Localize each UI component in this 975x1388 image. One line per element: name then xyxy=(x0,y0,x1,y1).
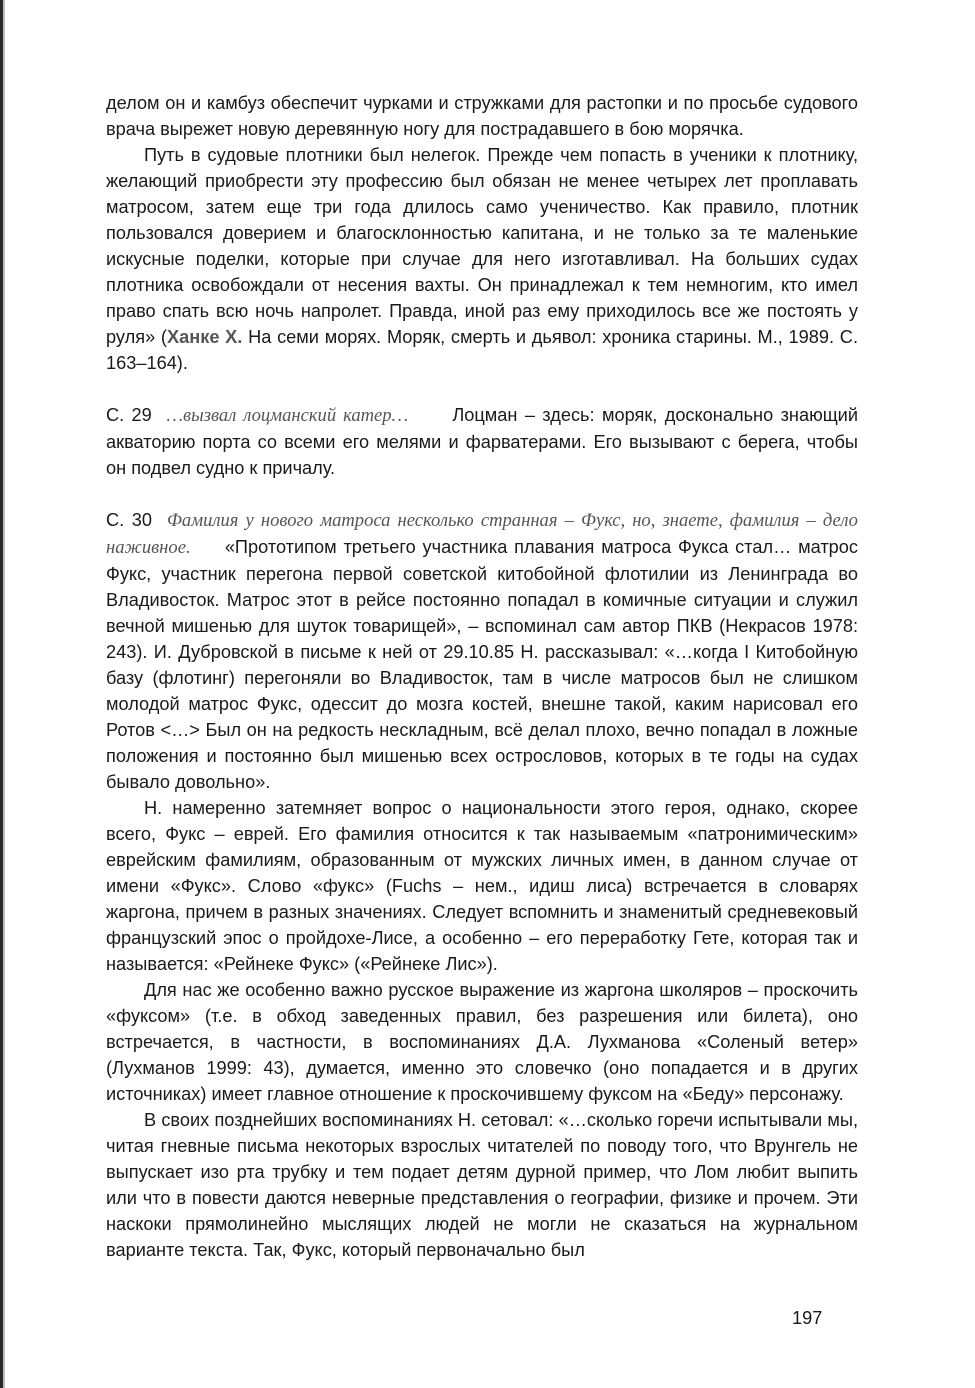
note-lemma: Фамилия у нового матроса несколько странная – Фукс, но, знаете, фамилия – дело наживное. xyxy=(106,510,858,558)
section-gap xyxy=(106,376,858,402)
note-page-ref: С. 29 xyxy=(106,405,152,425)
section-gap xyxy=(106,481,858,507)
paragraph-fuchs-slang: Для нас же особенно важно русское выражение из жаргона школяров – проскочить «фуксом» (т.е. в обход заведенных правил, без разрешения или билета), оно встречается, в частности, в воспоминаниях Д.А. Лухманова «Соленый ветер» (Лухманов 1999: 43), думается, именно это словечко (оно попадается и в других источниках) имеет главное отношение к проскочившему фуксом на «Беду» персонажу. xyxy=(106,980,858,1104)
paragraph-continuation: делом он и камбуз обеспечит чурками и стружками для растопки и по просьбе судового врача вырежет новую деревянную ногу для пострадавшего в бою морячка. xyxy=(106,93,858,139)
page-body xyxy=(106,90,858,1263)
note-page-30 xyxy=(106,507,858,795)
note-page-29 xyxy=(106,402,858,481)
paragraph-fuchs-nationality: Н. намеренно затемняет вопрос о национальности этого героя, однако, скорее всего, Фукс – еврей. Его фамилия относится к так называемым «патронимическим» еврейским фамилиям, образованным от мужских личных имен, в данном случае от имени «Фукс». Слово «фукс» (Fuchs – нем., идиш лиса) встречается в словарях жаргона, причем в разных значениях. Следует вспомнить и знаменитый средневековый французский эпос о пройдохе-Лисе, а особенно – его переработку Гете, которая так и называется: «Рейнеке Фукс» («Рейнеке Лис»). xyxy=(106,798,858,974)
author-reference: Ханке Х. xyxy=(166,327,243,347)
note-commentary: Лоцман – здесь: моряк, досконально знающий акваторию порта со всеми его мелями и фарватерами. Его вызывают с берега, чтобы он подвел судно к причалу. xyxy=(106,405,858,478)
note-commentary: «Прототипом третьего участника плавания матроса Фукса стал… матрос Фукс, участник перегона первой советской китобойной флотилии из Ленинграда во Владивосток. Матрос этот в рейсе постоянно попадал в комичные ситуации и служил вечной мишенью для шуток товарищей», – вспоминал сам автор ПКВ (Некрасов 1978: 243). И. Дубровской в письме к ней от 29.10.85 Н. рассказывал: «…когда I Китобойную базу (флотинг) перегоняли во Владивосток, там в числе матросов был не слишком молодой матрос Фукс, одессит до мозга костей, внешне такой, каким нарисовал его Ротов <…> Был он на редкость нескладным, всё делал плохо, вечно попадал в ложные положения и постоянно был мишенью всех острословов, которых в те годы на судах бывало довольно». xyxy=(106,537,858,792)
page-number: 197 xyxy=(792,1308,823,1328)
citation-text: На семи морях. Моряк, смерть и дьявол: хроника старины. М., 1989. С. 163–164). xyxy=(106,327,858,373)
binding-shadow xyxy=(3,0,5,1388)
note-page-ref: С. 30 xyxy=(106,510,152,530)
paragraph-carpenter xyxy=(106,142,858,376)
paragraph-carpenter-text: Путь в судовые плотники был нелегок. Прежде чем попасть в ученики к плотнику, желающий приобрести эту профессию был обязан не менее четырех лет проплавать матросом, затем еще три года длилось само ученичество. Как правило, плотник пользовался доверием и благосклонностью капитана, и не только за те маленькие искусные поделки, которые при случае для него изготавливал. На больших судах плотника освобождали от несения вахты. Он принадлежал к тем немногим, кто имел право спать всю ночь напролет. Правда, иной раз ему приходилось все же постоять у руля» ( xyxy=(106,145,858,347)
note-lemma: …вызвал лоцманский катер… xyxy=(166,405,409,426)
paragraph-memoirs: В своих позднейших воспоминаниях Н. сетовал: «…сколько горечи испытывали мы, читая гневные письма некоторых взрослых читателей по поводу того, что Врунгель не выпускает изо рта трубку и тем подает детям дурной пример, что Лом любит выпить или что в повести даются неверные представления о географии, физике и прочем. Эти наскоки прямолинейно мыслящих людей не могли не сказаться на журнальном варианте текста. Так, Фукс, который первоначально был xyxy=(106,1110,858,1260)
